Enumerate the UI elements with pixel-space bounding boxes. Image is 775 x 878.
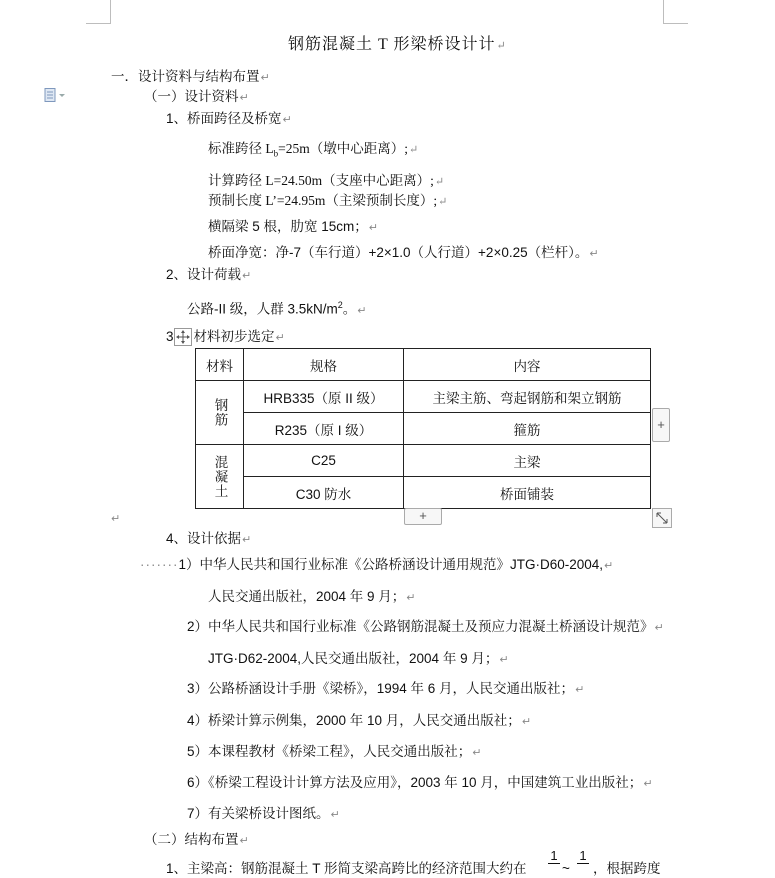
design-load: 公路-II 级，人群 $3.5kN/m^2$。↵: [187, 300, 367, 317]
document-title: 钢筋混凝土 T 形梁桥设计计↵: [288, 36, 507, 53]
paragraph-mark: ↵: [111, 513, 121, 525]
spec-cell: C25: [244, 445, 404, 477]
reference-1: ·······1）中华人民共和国行业标准《公路桥涵设计通用规范》JTG·D60-2004,↵: [140, 557, 614, 572]
content-cell: 箍筋: [404, 413, 651, 445]
material-concrete: 混凝土: [196, 445, 244, 509]
prefab-length: 预制长度 L’=24.95m（主梁预制长度）;↵: [208, 193, 448, 208]
item-heading-3: 3 材料初步选定↵: [166, 329, 285, 344]
crop-mark-top-right-h: [663, 23, 688, 24]
reference-2: 2）中华人民共和国行业标准《公路钢筋混凝土及预应力混凝土桥涵设计规范》↵: [187, 619, 664, 634]
reference-4: 4）桥梁计算示例集，2000 年 10 月，人民交通出版社；↵: [187, 713, 532, 728]
reference-1-cont: 人民交通出版社，2004 年 9 月；↵: [208, 589, 416, 604]
reference-3: 3）公路桥涵设计手册《梁桥》，1994 年 6 月，人民交通出版社；↵: [187, 681, 585, 696]
reference-6: 6）《桥梁工程设计计算方法及应用》，2003 年 10 月，中国建筑工业出版社；↵: [187, 775, 653, 790]
subsection-heading-1: （一）设计资料↵: [144, 89, 249, 104]
add-column-button[interactable]: +: [652, 408, 670, 442]
table-row: [196, 477, 651, 509]
content-cell: 桥面铺装: [404, 477, 651, 509]
beam-height-text-cont: ，根据跨度: [593, 861, 661, 876]
table-move-handle-icon[interactable]: [174, 328, 192, 346]
standard-span: 标准跨径 $L_b=25m$（墩中心距离）;↵: [208, 141, 419, 159]
header-spec: 规格: [244, 349, 404, 381]
table-row: [196, 445, 651, 477]
add-row-button[interactable]: +: [404, 508, 442, 525]
beam-height-text: 1、主梁高：钢筋混凝土 T 形简支梁高跨比的经济范围大约在: [166, 861, 527, 876]
header-material: 材料: [196, 349, 244, 381]
reference-5: 5）本课程教材《桥梁工程》，人民交通出版社；↵: [187, 744, 482, 759]
reference-7: 7）有关梁桥设计图纸。↵: [187, 806, 340, 821]
document-icon[interactable]: [44, 88, 66, 102]
spec-cell: R235（原 I 级）: [244, 413, 404, 445]
crop-mark-top-left-v: [110, 0, 111, 24]
material-steel: 钢筋: [196, 381, 244, 445]
materials-table: [195, 348, 651, 509]
header-content: 内容: [404, 349, 651, 381]
table-row: [196, 381, 651, 413]
table-resize-handle-icon[interactable]: [652, 508, 672, 528]
subsection-heading-2: （二）结构布置↵: [144, 832, 249, 847]
spec-cell: HRB335（原 II 级）: [244, 381, 404, 413]
crop-mark-top-right-v: [663, 0, 664, 24]
deck-width: 桥面净宽：净-7（车行道）+2×1.0（人行道）+2×0.25（栏杆）。↵: [208, 245, 599, 260]
crop-mark-top-left-h: [86, 23, 111, 24]
content-cell: 主梁: [404, 445, 651, 477]
fraction-separator: ~: [562, 861, 570, 876]
spec-cell: C30 防水: [244, 477, 404, 509]
item-heading-1: 1、桥面跨径及桥宽↵: [166, 111, 292, 126]
table-row: [196, 413, 651, 445]
item-heading-2: 2、设计荷载↵: [166, 267, 252, 282]
fraction-1: 1: [548, 849, 560, 864]
reference-2-cont: JTG·D62-2004,人民交通出版社，2004 年 9 月；↵: [208, 651, 509, 666]
content-cell: 主梁主筋、弯起钢筋和架立钢筋: [404, 381, 651, 413]
item-heading-4: 4、设计依据↵: [166, 531, 252, 546]
table-header-row: [196, 349, 651, 381]
fraction-2: 1: [577, 849, 589, 864]
calculated-span: 计算跨径 L=24.50m（支座中心距离）;↵: [208, 173, 445, 188]
diaphragm-info: 横隔梁 5 根，肋宽 15cm；↵: [208, 219, 378, 234]
section-heading-1: 一．设计资料与结构布置↵: [111, 69, 270, 84]
